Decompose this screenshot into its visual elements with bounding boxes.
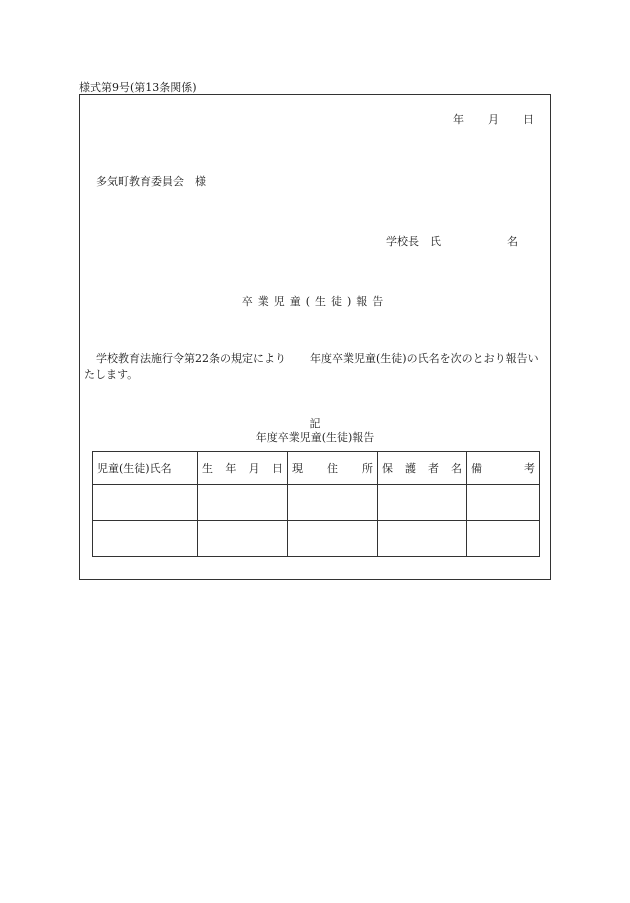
table-row — [93, 521, 540, 557]
table-cell[interactable] — [198, 485, 288, 521]
col-header-char: 護 — [405, 462, 416, 475]
col-header-char: 生 — [202, 462, 213, 475]
col-header-char: 年 — [225, 462, 237, 475]
addressee: 多気町教育委員会 様 — [96, 175, 206, 188]
date-line — [453, 111, 534, 127]
date-month-label: 月 — [488, 113, 499, 126]
principal-name-suffix: 名 — [507, 235, 518, 248]
table-cell[interactable] — [93, 521, 198, 557]
col-header-char: 月 — [248, 462, 260, 475]
table-title: 年度卒業児童(生徒)報告 — [255, 431, 375, 444]
body-text-part1: 学校教育法施行令第22条の規定により — [96, 352, 286, 365]
col-header-guardian-name — [378, 452, 467, 485]
col-header-char: 考 — [524, 462, 535, 475]
col-header-char: 保 — [382, 462, 393, 475]
table-cell[interactable] — [288, 485, 378, 521]
col-header-char: 名 — [451, 462, 462, 475]
col-header-char: 現 — [292, 462, 303, 475]
col-header-address — [288, 452, 378, 485]
table-header-row — [93, 452, 540, 485]
col-header-char: 住 — [327, 462, 338, 475]
col-header-remarks — [467, 452, 540, 485]
graduates-table — [92, 451, 540, 557]
col-header-birthdate — [198, 452, 288, 485]
date-day-label: 日 — [523, 113, 534, 126]
principal-label: 学校長 氏 — [386, 235, 441, 248]
table-row — [93, 485, 540, 521]
date-year-label: 年 — [453, 113, 464, 126]
col-header-char: 者 — [428, 462, 439, 475]
table-cell[interactable] — [378, 521, 467, 557]
table-cell[interactable] — [288, 521, 378, 557]
body-text-part2: 年度卒業児童(生徒)の氏名を次のとおり報告いたします。 — [84, 352, 539, 381]
report-body-text — [84, 351, 546, 383]
col-header-text: 児童(生徒)氏名 — [97, 462, 172, 475]
ki-heading: 記 — [309, 417, 321, 430]
table-cell[interactable] — [467, 485, 540, 521]
report-title: 卒業児童(生徒)報告 — [241, 295, 389, 308]
col-header-char: 日 — [271, 462, 283, 475]
table-cell[interactable] — [93, 485, 198, 521]
report-form-frame — [79, 94, 551, 580]
table-cell[interactable] — [378, 485, 467, 521]
table-cell[interactable] — [467, 521, 540, 557]
principal-signature-line — [386, 233, 518, 249]
table-cell[interactable] — [198, 521, 288, 557]
col-header-char: 所 — [362, 462, 373, 475]
col-header-char: 備 — [471, 462, 482, 475]
col-header-student-name — [93, 452, 198, 485]
form-number: 様式第9号(第13条関係) — [79, 81, 197, 94]
